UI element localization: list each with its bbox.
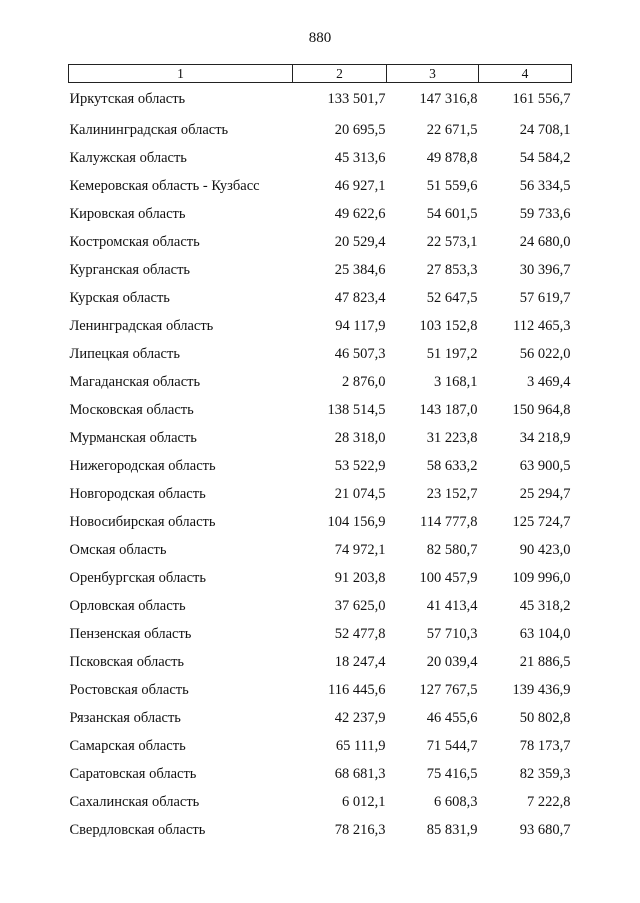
value-cell-col-2: 21 074,5 [334,485,386,502]
value-cell-col-2: 65 111,9 [335,737,386,754]
value-cell-col-2: 18 247,4 [334,653,386,670]
region-name-cell: Курганская область [69,261,191,278]
region-name-cell: Псковская область [69,653,185,670]
value-cell-col-4: 63 900,5 [519,457,571,474]
header-row [69,65,572,83]
table-row [69,760,572,788]
region-name-cell: Нижегородская область [69,457,216,474]
table-row [69,704,572,732]
value-cell-col-4: 82 359,3 [519,765,571,782]
table-row [69,592,572,620]
column-header-2: 2 [293,65,387,83]
page-number: 880 [308,30,332,46]
region-name-cell: Пензенская область [69,625,192,642]
value-cell-col-2: 116 445,6 [328,681,386,698]
table-row [69,368,572,396]
table-row [69,676,572,704]
value-cell-col-4: 7 222,8 [527,793,571,810]
table-row [69,648,572,676]
value-cell-col-4: 50 802,8 [519,709,571,726]
table-row [69,564,572,592]
value-cell-col-2: 20 695,5 [334,121,386,138]
region-name-cell: Ростовская область [69,681,189,698]
value-cell-col-2: 2 876,0 [342,373,386,390]
data-table [68,64,572,844]
value-cell-col-2: 78 216,3 [334,821,386,838]
table-row [69,83,572,117]
value-cell-col-2: 37 625,0 [334,597,386,614]
region-name-cell: Липецкая область [69,345,180,362]
value-cell-col-3: 22 573,1 [426,233,478,250]
region-name-cell: Новосибирская область [69,513,216,530]
value-cell-col-2: 74 972,1 [334,541,386,558]
table-row [69,788,572,816]
value-cell-col-4: 21 886,5 [519,653,571,670]
value-cell-col-3: 143 187,0 [419,401,478,418]
value-cell-col-2: 68 681,3 [334,765,386,782]
region-name-cell: Курская область [69,289,170,306]
table-row [69,396,572,424]
value-cell-col-2: 20 529,4 [334,233,386,250]
value-cell-col-4: 54 584,2 [519,149,571,166]
value-cell-col-3: 103 152,8 [419,317,478,334]
column-header-3: 3 [387,65,479,83]
value-cell-col-4: 109 996,0 [512,569,571,586]
table-row [69,312,572,340]
value-cell-col-3: 3 168,1 [434,373,478,390]
value-cell-col-4: 25 294,7 [519,485,571,502]
value-cell-col-2: 49 622,6 [334,205,386,222]
value-cell-col-2: 104 156,9 [327,513,386,530]
region-name-cell: Омская область [69,541,167,558]
table-row [69,480,572,508]
value-cell-col-3: 100 457,9 [419,569,478,586]
value-cell-col-4: 139 436,9 [512,681,571,698]
value-cell-col-2: 42 237,9 [334,709,386,726]
value-cell-col-4: 125 724,7 [512,513,571,530]
region-name-cell: Московская область [69,401,194,418]
table-row [69,172,572,200]
table-row [69,816,572,844]
table-row [69,424,572,452]
table-row [69,256,572,284]
value-cell-col-3: 52 647,5 [426,289,478,306]
value-cell-col-2: 46 507,3 [334,345,386,362]
value-cell-col-4: 78 173,7 [519,737,571,754]
value-cell-col-3: 58 633,2 [426,457,478,474]
value-cell-col-2: 28 318,0 [334,429,386,446]
value-cell-col-4: 57 619,7 [519,289,571,306]
value-cell-col-4: 45 318,2 [519,597,571,614]
region-name-cell: Рязанская область [69,709,181,726]
region-name-cell: Самарская область [69,737,186,754]
value-cell-col-3: 85 831,9 [426,821,478,838]
value-cell-col-4: 150 964,8 [512,401,571,418]
value-cell-col-3: 75 416,5 [426,765,478,782]
region-name-cell: Сахалинская область [69,793,200,810]
value-cell-col-3: 54 601,5 [426,205,478,222]
value-cell-col-4: 112 465,3 [513,317,571,334]
table-row [69,200,572,228]
value-cell-col-3: 49 878,8 [426,149,478,166]
table-row [69,620,572,648]
region-name-cell: Кировская область [69,205,186,222]
value-cell-col-2: 46 927,1 [334,177,386,194]
value-cell-col-2: 47 823,4 [334,289,386,306]
value-cell-col-3: 6 608,3 [434,793,478,810]
value-cell-col-3: 71 544,7 [426,737,478,754]
value-cell-col-4: 34 218,9 [519,429,571,446]
value-cell-col-3: 23 152,7 [426,485,478,502]
value-cell-col-3: 82 580,7 [426,541,478,558]
value-cell-col-3: 51 197,2 [426,345,478,362]
table-row [69,536,572,564]
value-cell-col-4: 90 423,0 [519,541,571,558]
value-cell-col-3: 27 853,3 [426,261,478,278]
value-cell-col-3: 57 710,3 [426,625,478,642]
value-cell-col-3: 20 039,4 [426,653,478,670]
value-cell-col-4: 3 469,4 [527,373,571,390]
region-name-cell: Свердловская область [69,821,206,838]
region-name-cell: Орловская область [69,597,186,614]
value-cell-col-2: 45 313,6 [334,149,386,166]
value-cell-col-4: 56 334,5 [519,177,571,194]
region-name-cell: Иркутская область [69,91,186,107]
value-cell-col-2: 94 117,9 [335,317,386,334]
table-row [69,284,572,312]
value-cell-col-3: 147 316,8 [419,91,478,107]
column-header-4: 4 [479,65,572,83]
region-name-cell: Мурманская область [69,429,197,446]
value-cell-col-3: 114 777,8 [420,513,478,530]
region-name-cell: Магаданская область [69,373,201,390]
value-cell-col-3: 127 767,5 [419,681,478,698]
table-row [69,732,572,760]
value-cell-col-4: 161 556,7 [512,91,571,107]
value-cell-col-3: 31 223,8 [426,429,478,446]
value-cell-col-2: 52 477,8 [334,625,386,642]
table-row [69,228,572,256]
value-cell-col-4: 63 104,0 [519,625,571,642]
value-cell-col-3: 51 559,6 [426,177,478,194]
value-cell-col-2: 91 203,8 [334,569,386,586]
value-cell-col-4: 59 733,6 [519,205,571,222]
value-cell-col-4: 56 022,0 [519,345,571,362]
value-cell-col-4: 30 396,7 [519,261,571,278]
table-header [69,65,572,83]
region-name-cell: Костромская область [69,233,200,250]
table-row [69,340,572,368]
region-name-cell: Новгородская область [69,485,206,502]
region-name-cell: Саратовская область [69,765,197,782]
value-cell-col-2: 6 012,1 [342,793,386,810]
region-name-cell: Оренбургская область [69,569,207,586]
value-cell-col-4: 24 708,1 [519,121,571,138]
value-cell-col-3: 41 413,4 [426,597,478,614]
table-row [69,116,572,144]
value-cell-col-2: 138 514,5 [327,401,386,418]
value-cell-col-4: 24 680,0 [519,233,571,250]
region-name-cell: Калининградская область [69,121,229,138]
region-name-cell: Кемеровская область - Кузбасс [69,177,260,194]
table-row [69,144,572,172]
value-cell-col-2: 133 501,7 [327,91,386,107]
value-cell-col-3: 22 671,5 [426,121,478,138]
table-row [69,452,572,480]
value-cell-col-4: 93 680,7 [519,821,571,838]
region-name-cell: Калужская область [69,149,187,166]
value-cell-col-3: 46 455,6 [426,709,478,726]
value-cell-col-2: 25 384,6 [334,261,386,278]
table-body [69,83,572,845]
table-row [69,508,572,536]
value-cell-col-2: 53 522,9 [334,457,386,474]
column-header-1: 1 [69,65,293,83]
region-name-cell: Ленинградская область [69,317,214,334]
